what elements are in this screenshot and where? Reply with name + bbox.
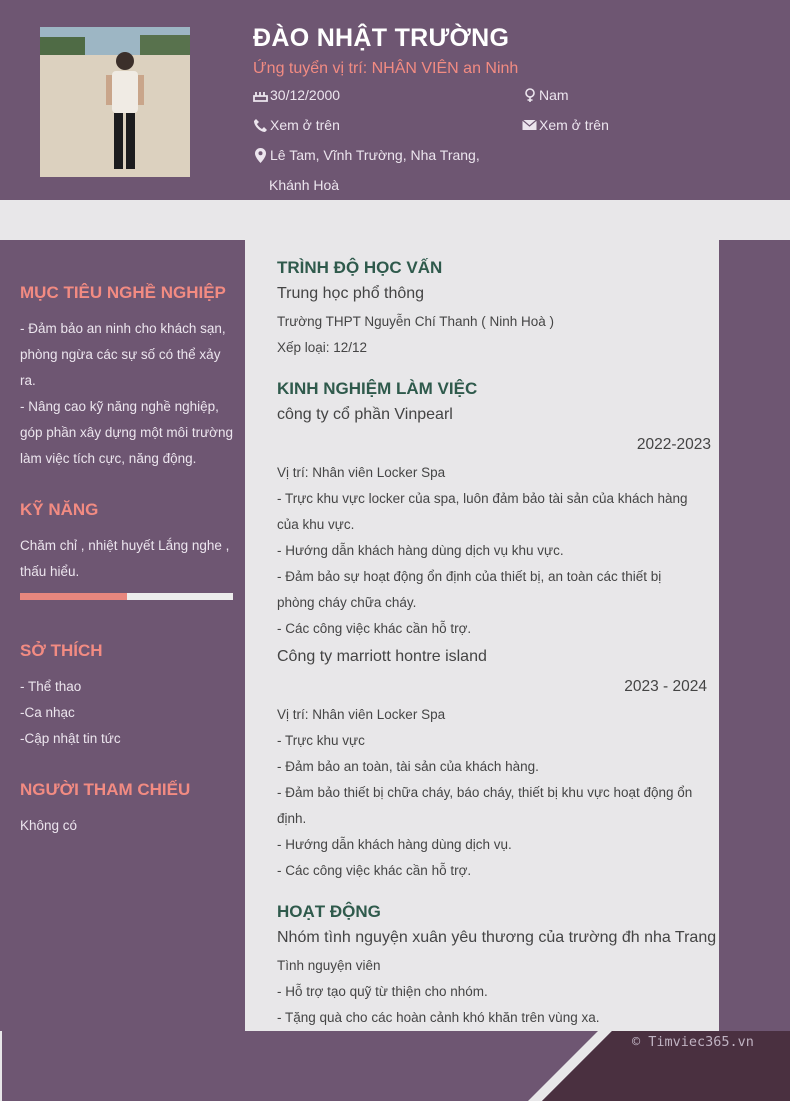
job-period: 2023 - 2024 (624, 678, 707, 695)
job-line: - Hướng dẫn khách hàng dùng dịch vụ khu vực. (277, 543, 564, 558)
profile-photo (40, 27, 190, 177)
right-decor-strip (719, 240, 790, 1031)
watermark: © Timviec365.vn (632, 1034, 754, 1050)
job-company: công ty cổ phần Vinpearl (277, 406, 453, 423)
objective-line: - Nâng cao kỹ năng nghề nghiệp, (20, 399, 219, 414)
job-line: - Các công việc khác cần hỗ trợ. (277, 621, 472, 636)
gender-icon (522, 88, 537, 103)
skills-title: KỸ NĂNG (20, 500, 99, 519)
education-grade: Xếp loại: 12/12 (277, 340, 368, 355)
job-line: của khu vực. (277, 517, 355, 532)
candidate-name: ĐÀO NHẬT TRƯỜNG (253, 24, 510, 52)
job-line: - Đảm bảo sự hoạt động ổn định của thiết bị, an toàn các thiết bị (277, 569, 662, 584)
objective-line: làm việc tích cực, năng động. (20, 451, 197, 466)
job-line: Vị trí: Nhân viên Locker Spa (277, 707, 446, 722)
cv-header (0, 0, 790, 200)
gender-value: Nam (539, 87, 569, 103)
job-line: - Trực khu vực (277, 733, 365, 748)
email-field (522, 117, 609, 133)
job-line: - Trực khu vực locker của spa, luôn đảm bảo tài sản của khách hàng (277, 491, 688, 506)
applied-position: Ứng tuyển vị trí: NHÂN VIÊN an Ninh (253, 60, 519, 77)
education-school: Trường THPT Nguyễn Chí Thanh ( Ninh Hoà ) (277, 314, 555, 329)
hobby-item: - Thể thao (20, 679, 82, 694)
birthday-field (253, 87, 340, 103)
job-line: - Đảm bảo an toàn, tài sản của khách hàng. (277, 759, 539, 774)
activities-title: HOẠT ĐỘNG (277, 902, 381, 921)
activity-line: - Hỗ trợ tạo quỹ từ thiện cho nhóm. (277, 984, 488, 999)
objective-line: ra. (20, 373, 36, 388)
objective-text (20, 316, 242, 472)
references-title: NGƯỜI THAM CHIẾU (20, 780, 191, 799)
objective-title: MỤC TIÊU NGHỀ NGHIỆP (20, 283, 226, 302)
education-title: TRÌNH ĐỘ HỌC VẤN (277, 258, 443, 277)
hobby-item: -Ca nhạc (20, 705, 75, 720)
skills-line: thấu hiểu. (20, 564, 80, 579)
header-separator (0, 200, 790, 240)
hobby-item: -Cập nhật tin tức (20, 731, 121, 746)
objective-line: - Đảm bảo an ninh cho khách sạn, (20, 321, 226, 336)
education-level: Trung học phổ thông (277, 285, 425, 302)
activity-line: - Tặng quà cho các hoàn cảnh khó khăn trên vùng xa. (277, 1010, 600, 1025)
job-line: định. (277, 811, 307, 826)
job-line: Vị trí: Nhân viên Locker Spa (277, 465, 446, 480)
skills-text (20, 533, 242, 585)
cake-icon (253, 88, 268, 103)
address-line2: Khánh Hoà (269, 177, 340, 193)
birthday-value: 30/12/2000 (270, 87, 341, 103)
job-line: - Hướng dẫn khách hàng dùng dịch vụ. (277, 837, 512, 852)
objective-line: phòng ngừa các sự số có thể xảy (20, 347, 221, 362)
phone-value: Xem ở trên (270, 117, 340, 133)
phone-icon (253, 118, 268, 133)
phone-field (253, 117, 340, 133)
skill-level-bar (20, 593, 233, 600)
gender-field (522, 87, 569, 103)
job-line: phòng cháy chữa cháy. (277, 595, 417, 610)
job-period: 2022-2023 (636, 436, 711, 453)
experience-title: KINH NGHIỆM LÀM VIỆC (277, 379, 478, 398)
email-icon (522, 118, 537, 133)
address-field (253, 147, 480, 163)
location-icon (253, 148, 268, 163)
activity-line: Tình nguyện viên (277, 958, 381, 973)
references-text: Không có (20, 818, 78, 833)
skills-line: Chăm chỉ , nhiệt huyết Lắng nghe , (20, 538, 230, 553)
skill-level-fill (20, 593, 127, 600)
hobbies-title: SỞ THÍCH (20, 641, 103, 660)
activity-org: Nhóm tình nguyện xuân yêu thương của trường đh nha Trang (277, 929, 717, 946)
job-line: - Các công việc khác cần hỗ trợ. (277, 863, 472, 878)
job-company: Công ty marriott hontre island (277, 648, 487, 665)
email-value: Xem ở trên (539, 117, 609, 133)
job-line: - Đảm bảo thiết bị chữa cháy, báo cháy, thiết bị khu vực hoạt động ổn (277, 785, 693, 800)
objective-line: góp phần xây dựng một môi trường (20, 425, 234, 440)
address-line1: Lê Tam, Vĩnh Trường, Nha Trang, (270, 147, 480, 163)
